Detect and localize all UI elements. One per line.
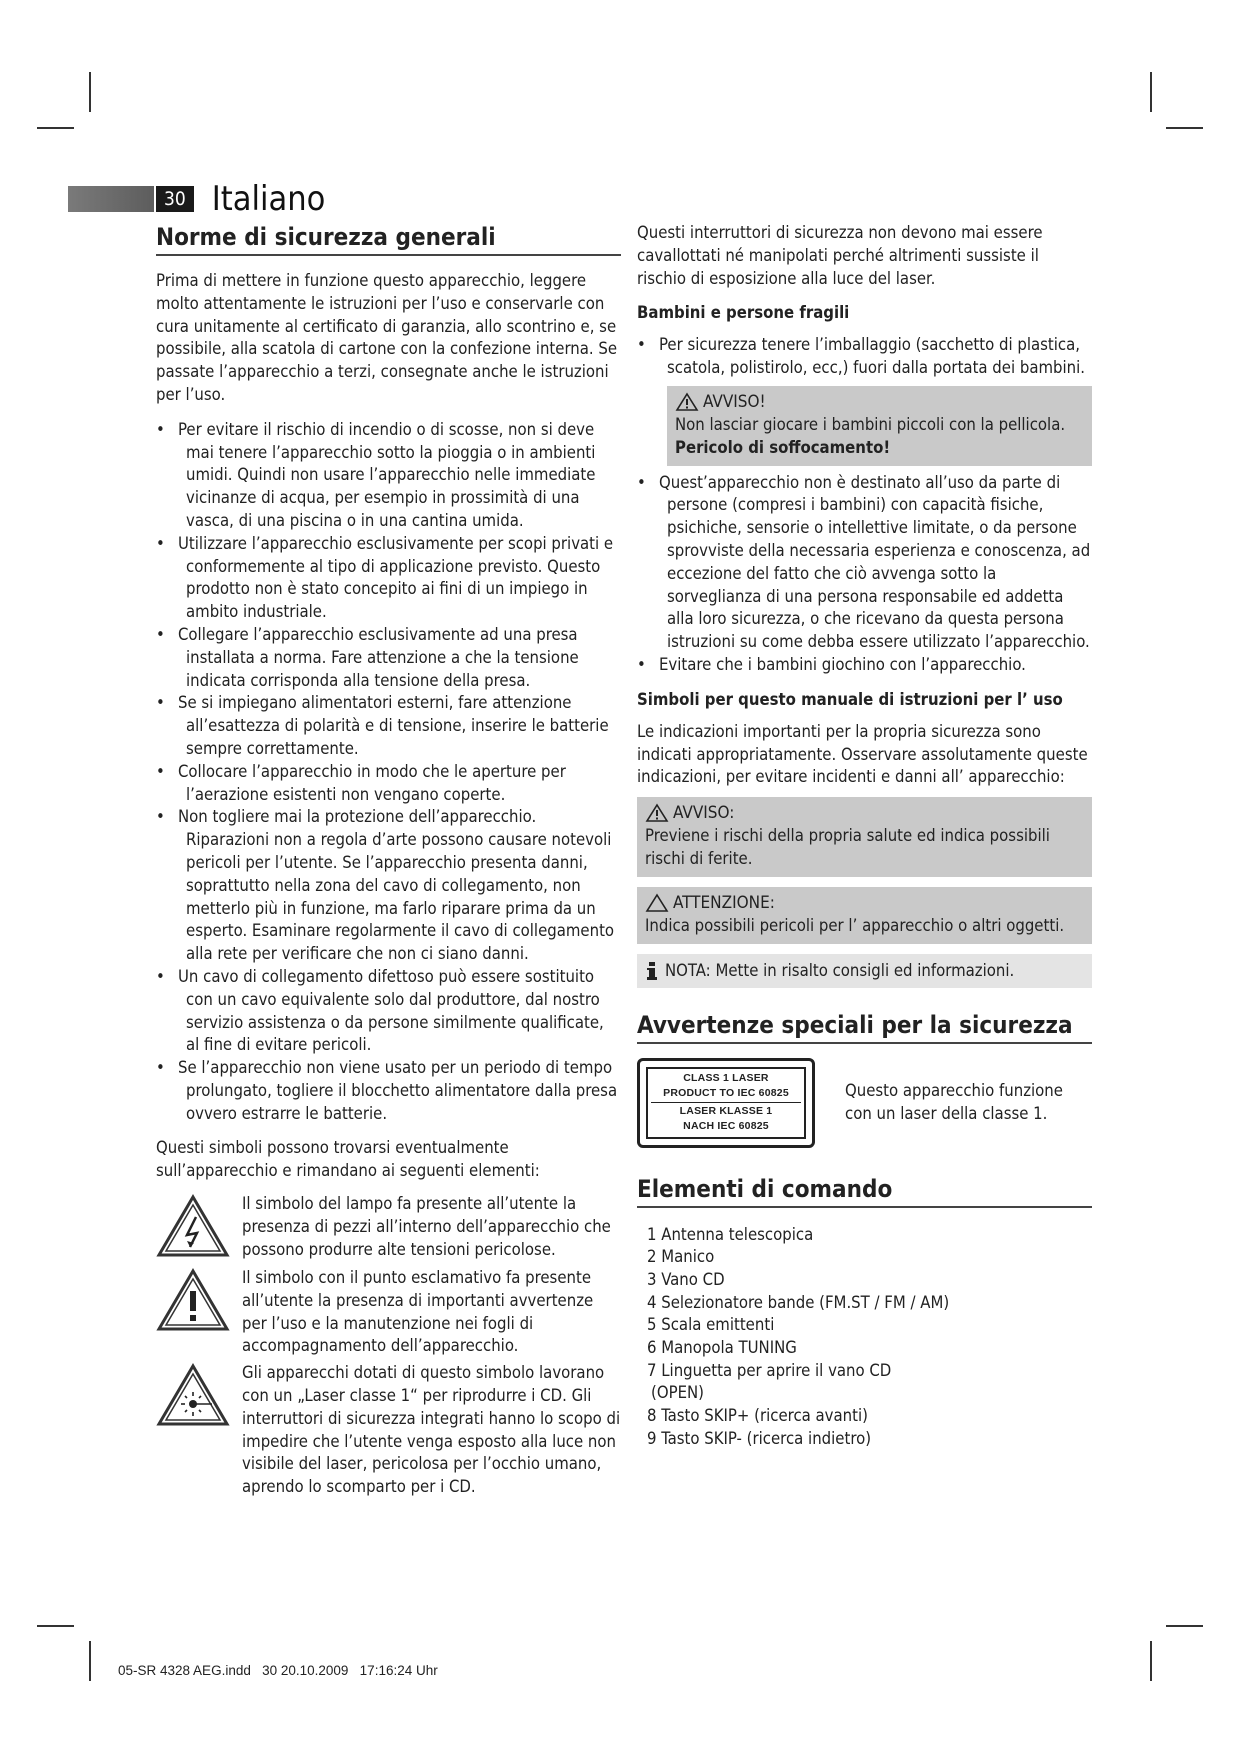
laser-label-line: LASER KLASSE 1 <box>679 1105 773 1118</box>
list-item: • Quest’apparecchio non è destinato all’uso da parte di persone (compresi i bambini) con capacità fisiche, psichiche, sensorie o intellettive limitate, o da persone sprovviste della necessaria esperienza e conoscenza, ad eccezione del fatto che ciò avvenga sotto la sorveglianza di una persona responsabile ed addetta alla loro sicurezza, o che ricevano da questa persona istruzioni su come debba essere utilizzato l’apparecchio. <box>637 472 1091 652</box>
page-number: 30 <box>156 186 194 212</box>
warning-bold-text: Pericolo di soffocamento! <box>675 437 891 457</box>
nota-text: Mette in risalto consigli ed informazioni. <box>715 960 1015 980</box>
list-item: 6 Manopola TUNING <box>647 1338 797 1358</box>
attenzione-box <box>637 887 1092 944</box>
attenzione-title: ATTENZIONE: <box>673 892 775 913</box>
crop-mark <box>1150 1641 1152 1681</box>
nota-label: NOTA: <box>665 960 711 980</box>
warning-triangle-icon <box>675 392 699 412</box>
intro-paragraph: Prima di mettere in funzione questo apparecchio, leggere molto attentamente le istruzioni per l’uso e conservarle con cura unitamente al certificato di garanzia, allo scontrino e, se possibile, alla scatola di cartone con la confezione interna. Se passate l’apparecchio a terzi, consegnate anche le istruzioni per l’uso. <box>156 271 618 404</box>
laser-text: Questo apparecchio funzione con un laser della classe 1. <box>845 1080 1063 1123</box>
symbols-manual-intro: Le indicazioni importanti per la propria sicurezza sono indicati appropriatamente. Osservare assolutamente queste indicazioni, per evitare incidenti e danni all’ apparecchio: <box>637 721 1088 787</box>
laser-label-rule <box>651 1102 801 1103</box>
crop-mark <box>1166 1625 1203 1627</box>
list-item: • Utilizzare l’apparecchio esclusivamente per scopi privati e conformemente al tipo di applicazione previsto. Questo prodotto non è stato concepito ai fini di un impiego in ambito industriale. <box>156 533 614 622</box>
list-item: • Se l’apparecchio non viene usato per un periodo di tempo prolungato, togliere il blocchetto alimentatore dalla presa ovvero estrarre le batterie. <box>156 1058 618 1123</box>
page-header <box>68 179 326 219</box>
symbol-description: Il simbolo con il punto esclamativo fa presente all’utente la presenza di importanti avvertenze per l’uso e la manutenzione nei fogli di accompagnamento dell’apparecchio. <box>242 1268 594 1356</box>
print-footer: 05-SR 4328 AEG.indd 30 20.10.2009 17:16:24 Uhr <box>118 1663 438 1678</box>
crop-mark <box>89 72 91 112</box>
symbol-row-laser <box>156 1362 621 1499</box>
list-item: • Se si impiegano alimentatori esterni, fare attenzione all’esattezza di polarità e di tensione, inserire le batterie sempre correttamente. <box>156 693 609 758</box>
nota-box <box>637 954 1092 988</box>
warning-title: AVVISO! <box>703 391 766 412</box>
attenzione-text: Indica possibili pericoli per l’ apparecchio o altri oggetti. <box>645 915 1065 935</box>
symbol-description: Il simbolo del lampo fa presente all’utente la presenza di pezzi all’interno dell’apparecchio che possono produrre alte tensioni pericolose. <box>242 1194 611 1259</box>
info-icon <box>645 961 659 981</box>
warning-text: Non lasciar giocare i bambini piccoli con la pellicola. <box>675 414 1066 434</box>
crop-mark <box>89 1641 91 1681</box>
laser-label-line: NACH IEC 60825 <box>683 1120 769 1133</box>
list-item: • Per evitare il rischio di incendio o di scosse, non si deve mai tenere l’apparecchio sotto la pioggia o in ambienti umidi. Quindi non usare l’apparecchio nelle immediate vicinanze di acqua, per esempio in prossimità di una vasca, di una piscina o in una cantina umida. <box>156 419 596 530</box>
list-item: • Collegare l’apparecchio esclusivamente ad una presa installata a norma. Fare attenzione a che la tensione indicata corrisponda alla tensione della presa. <box>156 624 579 690</box>
crop-mark <box>1150 72 1152 112</box>
list-item: 8 Tasto SKIP+ (ricerca avanti) <box>647 1406 868 1426</box>
right-column <box>637 222 1092 1451</box>
list-item: 3 Vano CD <box>647 1269 725 1289</box>
laser-label-line: PRODUCT TO IEC 60825 <box>663 1087 789 1100</box>
header-bar <box>68 186 154 212</box>
general-safety-title: Norme di sicurezza generali <box>156 222 621 256</box>
caution-triangle-icon <box>645 893 669 913</box>
children-title: Bambini e persone fragili <box>637 303 850 323</box>
language-title: Italiano <box>211 179 326 219</box>
crop-mark <box>37 127 74 129</box>
laser-row <box>637 1058 1092 1148</box>
lightning-warning-icon <box>156 1193 230 1259</box>
symbols-manual-title: Simboli per questo manuale di istruzioni per l’ uso <box>637 689 1063 709</box>
symbol-row-lightning <box>156 1193 621 1263</box>
symbol-row-exclamation <box>156 1267 621 1358</box>
list-item: • Non togliere mai la protezione dell’apparecchio. Riparazioni non a regola d’arte possono causare notevoli pericoli per l’utente. Se l’apparecchio presenta danni, soprattutto nella zona del cavo di collegamento, non metterlo più in funzione, ma farlo riparare prima da un esperto. Esaminare regolarmente il cavo di collegamento alla rete per verificare che non ci siano danni. <box>156 807 615 964</box>
laser-class-label <box>637 1058 815 1148</box>
list-item: • Collocare l’apparecchio in modo che le aperture per l’aerazione esistenti non vengano coperte. <box>156 761 566 804</box>
list-item: (OPEN) <box>651 1383 704 1403</box>
children-bullets <box>637 334 1092 380</box>
symbols-intro: Questi simboli possono trovarsi eventualmente sull’apparecchio e rimandano ai seguenti elementi: <box>156 1138 540 1181</box>
exclamation-warning-icon <box>156 1267 230 1333</box>
list-item: • Evitare che i bambini giochino con l’apparecchio. <box>637 654 1026 674</box>
special-safety-title: Avvertenze speciali per la sicurezza <box>637 1010 1092 1044</box>
warning-box-suffocation <box>667 386 1092 466</box>
avviso-title: AVVISO: <box>673 803 735 824</box>
crop-mark <box>1166 127 1203 129</box>
symbol-description: Gli apparecchi dotati di questo simbolo lavorano con un „Laser classe 1“ per riprodurre i CD. Gli interruttori di sicurezza integrati hanno lo scopo di impedire che l’utente venga esposto alla luce non visibile del laser, pericolosa per l’occhio umano, aprendo lo scomparto per i CD. <box>242 1363 621 1497</box>
list-item: • Per sicurezza tenere l’imballaggio (sacchetto di plastica, scatola, polistirolo, ecc,) fuori dalla portata dei bambini. <box>637 335 1086 378</box>
controls-list <box>637 1224 1092 1451</box>
avviso-text: Previene i rischi della propria salute ed indica possibili rischi di ferite. <box>645 826 1050 868</box>
list-item: 9 Tasto SKIP- (ricerca indietro) <box>647 1428 872 1448</box>
list-item: • Un cavo di collegamento difettoso può essere sostituito con un cavo equivalente solo dal produttore, dal nostro servizio assistenza o da persone similmente qualificate, al fine di evitare pericoli. <box>156 966 604 1055</box>
safety-bullets <box>156 419 621 1126</box>
avviso-box <box>637 797 1092 877</box>
list-item: 1 Antenna telescopica <box>647 1224 814 1244</box>
controls-title: Elementi di comando <box>637 1174 1092 1208</box>
laser-warning-icon <box>156 1362 230 1428</box>
list-item: 7 Linguetta per aprire il vano CD <box>647 1360 892 1380</box>
list-item: 5 Scala emittenti <box>647 1315 775 1335</box>
list-item: 4 Selezionatore bande (FM.ST / FM / AM) <box>647 1292 950 1312</box>
laser-label-line: CLASS 1 LASER <box>683 1072 769 1085</box>
crop-mark <box>37 1625 74 1627</box>
warning-triangle-icon <box>645 803 669 823</box>
list-item: 2 Manico <box>647 1247 715 1267</box>
left-column <box>156 222 621 1499</box>
children-bullets-2 <box>637 472 1092 677</box>
switches-note: Questi interruttori di sicurezza non devono mai essere cavallottati né manipolati perché altrimenti sussiste il rischio di esposizione alla luce del laser. <box>637 223 1043 288</box>
